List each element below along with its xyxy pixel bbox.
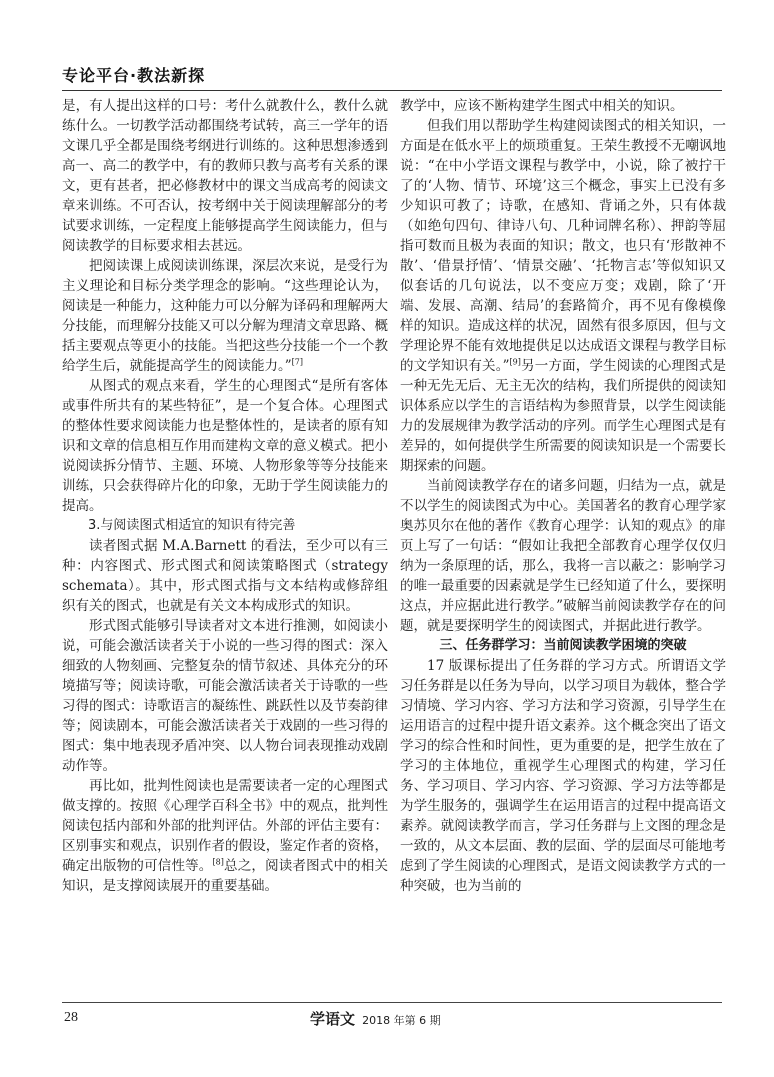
paragraph-text: 但我们用以帮助学生构建阅读图式的相关知识，一方面是在低水平上的烦琐重复。王荣生教授不无嘲讽地说：“在中小学语文课程与教学中，小说，除了被拧干了的‘人物、情节、环境’这三个概念，事实上已没有多少知识可教了；诗歌，在感知、背诵之外，只有体裁（如绝句四句、律诗八句、几种词牌名称）、押韵等屈指可数而且极为表面的知识；散文，也只有‘形散神不散’、‘借景抒情’、‘情景交融’、‘托物言志’等似知识又似套话的几句说法，以不变应万变；戏剧，除了‘开端、发展、高潮、结局’的套路简介，再不见有像模像样的知识。造成这样的状况，固然有很多原因，但与文学理论界不能有效地提供足以达成语文课程与教学目标的文学知识有关。”	[400, 118, 726, 374]
page-header	[62, 63, 722, 89]
paragraph	[62, 616, 388, 776]
footer-divider	[62, 1002, 722, 1003]
header-divider	[62, 90, 722, 91]
journal-info	[310, 1008, 441, 1029]
paragraph	[62, 96, 388, 256]
paragraph	[62, 536, 388, 616]
paragraph-text: 形式图式能够引导读者对文本进行推测，如阅读小说，可能会激活读者关于小说的一些习得的图式：深入细致的人物刻画、完整复杂的情节叙述、具体充分的环境描写等；阅读诗歌，可能会激活读者关于诗歌的一些习得的图式：诗歌语言的凝练性、跳跃性以及节奏韵律等；阅读剧本，可能会激活读者关于戏剧的一些习得的图式：集中地表现矛盾冲突、以人物台词表现推动戏剧动作等。	[62, 618, 388, 774]
citation-ref: [9]	[509, 357, 521, 367]
left-column	[62, 96, 388, 1001]
paragraph	[400, 656, 726, 896]
paragraph-text: 读者图式据 M.A.Barnett 的看法，至少可以有三种：内容图式、形式图式和阅读策略图式（strategy schemata）。其中，形式图式指与文本结构或修辞组织有关的图式，也就是有关文本构成形式的知识。	[62, 538, 388, 614]
paragraph-text: 当前阅读教学存在的诸多问题，归结为一点，就是不以学生的阅读图式为中心。美国著名的教育心理学家奥苏贝尔在他的著作《教育心理学：认知的观点》的扉页上写了一句话：“假如让我把全部教育心理学仅仅归纳为一条原理的话，那么，我将一言以蔽之：影响学习的唯一最重要的因素就是学生已经知道了什么，要探明这点，并应据此进行教学。”破解当前阅读教学存在的问题，就是要探明学生的阅读图式，并据此进行教学。	[400, 478, 726, 634]
paragraph-text: 教学中，应该不断构建学生图式中相关的知识。	[400, 98, 684, 114]
section-heading	[400, 636, 726, 656]
paragraph-text: 总之，阅读者图式中的相关知识，是支撑阅读展开的重要基础。	[62, 858, 388, 894]
paragraph-text: 是，有人提出这样的口号：考什么就教什么，教什么就练什么。一切教学活动都围绕考试转，高三一学年的语文课几乎全都是围绕考纲进行训练的。这种思想渗透到高一、高二的教学中，有的教师只教与高考有关系的课文，更有甚者，把必修教材中的课文当成高考的阅读文章来训练。不可否认，按考纲中关于阅读理解部分的考试要求训练，一定程度上能够提高学生阅读能力，但与阅读教学的目标要求相去甚远。	[62, 98, 388, 254]
paragraph-text: 再比如，批判性阅读也是需要读者一定的心理图式做支撑的。按照《心理学百科全书》中的观点，批判性阅读包括内部和外部的批判评估。外部的评估主要有：区别事实和观点，识别作者的假设，鉴定作者的资格，确定出版物的可信性等。	[62, 778, 388, 874]
paragraph	[400, 96, 726, 116]
paragraph	[62, 776, 388, 896]
paragraph	[62, 376, 388, 516]
page-number: 28	[64, 1010, 78, 1025]
section-title: 专论平台·教法新探	[62, 66, 206, 85]
paragraph-text: 3.与阅读图式相适宜的知识有待完善	[88, 518, 296, 533]
paragraph-text: 三、任务群学习：当前阅读教学困境的突破	[439, 638, 687, 653]
journal-issue: 2018 年第 6 期	[362, 1014, 441, 1027]
paragraph-text: 从图式的观点来看，学生的心理图式“是所有客体或事件所共有的某些特征”，是一个复合体。心理图式的整体性要求阅读能力也是整体性的，是读者的原有知识和文章的信息相互作用而建构文章的意义模式。把小说阅读拆分情节、主题、环境、人物形象等等分技能来训练，只会获得碎片化的印象，无助于学生阅读能力的提高。	[62, 378, 388, 514]
paragraph	[62, 256, 388, 376]
citation-ref: [7]	[291, 357, 303, 367]
right-column	[400, 96, 726, 1001]
paragraph	[400, 476, 726, 636]
citation-ref: [8]	[212, 857, 224, 867]
paragraph	[400, 116, 726, 476]
paragraph-text: 17 版课标提出了任务群的学习方式。所谓语文学习任务群是以任务为导向，以学习项目为载体，整合学习情境、学习内容、学习方法和学习资源，引导学生在运用语言的过程中提升语文素养。这个概念突出了语文学习的综合性和时间性，更为重要的是，把学生放在了学习的主体地位，重视学生心理图式的构建，学习任务、学习项目、学习内容、学习资源、学习方法等都是为学生服务的，强调学生在运用语言的过程中提高语文素养。就阅读教学而言，学习任务群与上文图的理念是一致的，从文本层面、教的层面、学的层面尽可能地考虑到了学生阅读的心理图式，是语文阅读教学方式的一种突破，也为当前的	[400, 658, 726, 894]
section-heading	[62, 516, 388, 536]
paragraph-text: 把阅读课上成阅读训练课，深层次来说，是受行为主义理论和目标分类学理念的影响。“这些理论认为，阅读是一种能力，这种能力可以分解为译码和理解两大分技能，而理解分技能又可以分解为理清文章思路、概括主要观点等更小的技能。当把这些分技能一个一个教给学生后，就能提高学生的阅读能力。”	[62, 258, 388, 374]
paragraph-text: 另一方面，学生阅读的心理图式是一种无先无后、无主无次的结构，我们所提供的阅读知识体系应以学生的言语结构为参照背景，以学生阅读能力的发展规律为教学活动的序列。而学生心理图式是有差异的，如何提供学生所需要的阅读知识是一个需要长期探索的问题。	[400, 358, 726, 474]
journal-name: 学语文	[310, 1010, 356, 1028]
